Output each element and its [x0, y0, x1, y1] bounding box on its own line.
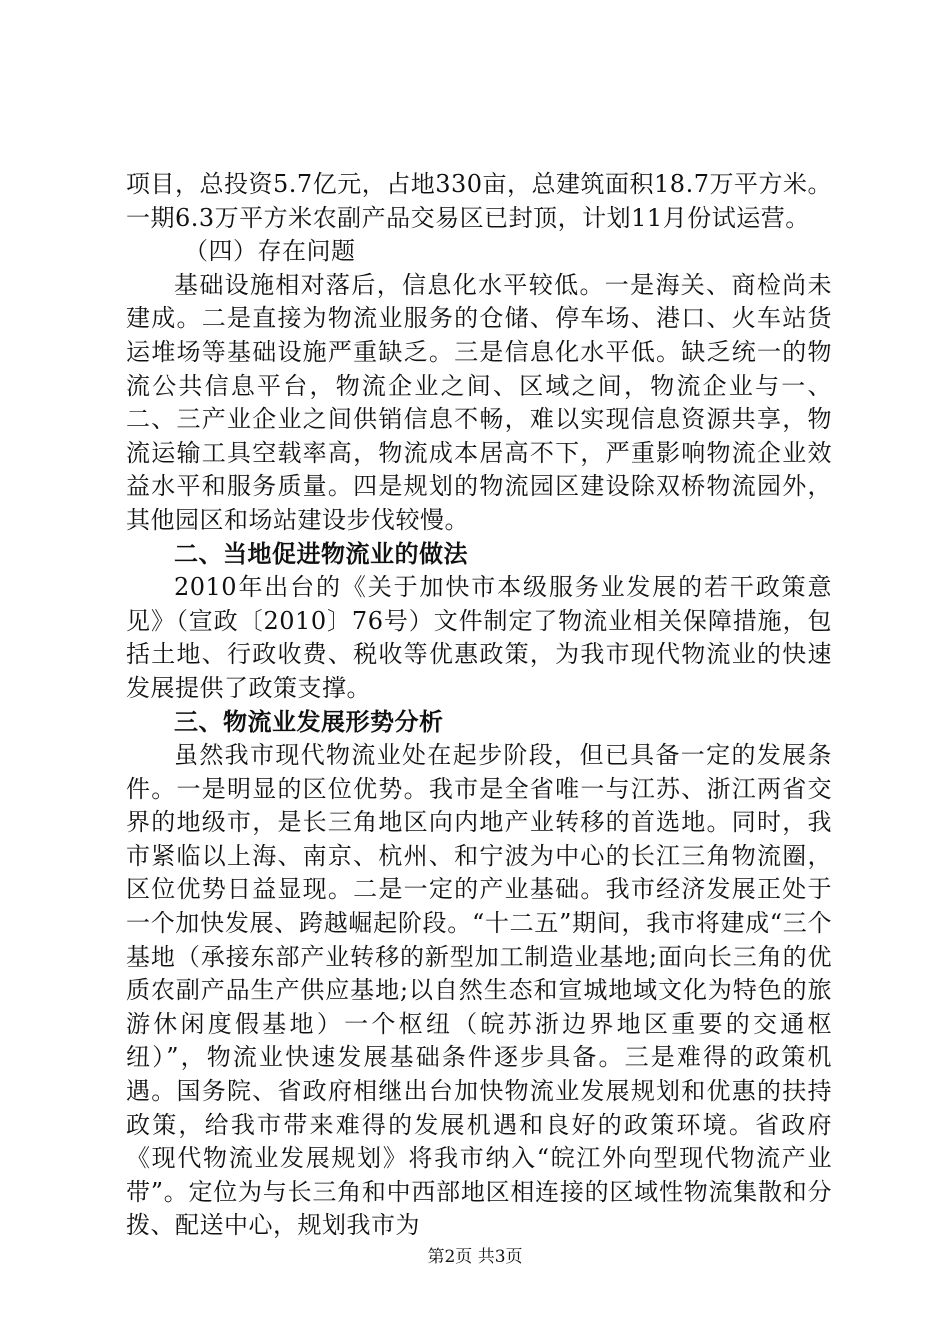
page-number-footer: 第2页 共3页: [427, 1247, 523, 1267]
paragraph-infrastructure-issues: 基础设施相对落后，信息化水平较低。一是海关、商检尚未建成。二是直接为物流业服务的仓储、停车场、港口、火车站货运堆场等基础设施严重缺乏。三是信息化水平低。缺乏统一的物流公共信息平台，物流企业之间、区域之间，物流企业与一、二、三产业企业之间供销信息不畅，难以实现信息资源共享，物流运输工具空载率高，物流成本居高不下，严重影响物流企业效益水平和服务质量。四是规划的物流园区建设除双桥物流园外，其他园区和场站建设步伐较慢。: [126, 270, 832, 534]
heading-trend-analysis: 三、物流业发展形势分析: [174, 707, 444, 736]
paragraph-project-investment: 项目，总投资5.7亿元，占地330亩，总建筑面积18.7万平方米。一期6.3万平方米农副产品交易区已封顶，计划11月份试运营。: [126, 170, 832, 232]
document-body: [126, 168, 832, 1243]
paragraph-policy-support: 2010年出台的《关于加快市本级服务业发展的若干政策意见》（宣政〔2010〕76号）文件制定了物流业相关保障措施，包括土地、行政收费、税收等优惠政策，为我市现代物流业的快速发展提供了政策支撑。: [126, 573, 832, 702]
subheading-existing-problems: （四）存在问题: [184, 237, 356, 266]
paragraph-development-conditions: 虽然我市现代物流业处在起步阶段，但已具备一定的发展条件。一是明显的区位优势。我市是全省唯一与江苏、浙江两省交界的地级市，是长三角地区向内地产业转移的首选地。同时，我市紧临以上海、南京、杭州、和宁波为中心的长江三角物流圈，区位优势日益显现。二是一定的产业基础。我市经济发展正处于一个加快发展、跨越崛起阶段。“十二五”期间，我市将建成“三个基地（承接东部产业转移的新型加工制造业基地;面向长三角的优质农副产品生产供应基地;以自然生态和宣城地域文化为特色的旅游休闲度假基地）一个枢纽（皖苏浙边界地区重要的交通枢纽）”，物流业快速发展基础条件逐步具备。三是难得的政策机遇。国务院、省政府相继出台加快物流业发展规划和优惠的扶持政策，给我市带来难得的发展机遇和良好的政策环境。省政府《现代物流业发展规划》将我市纳入“皖江外向型现代物流产业带”。定位为与长三角和中西部地区相连接的区域性物流集散和分拨、配送中心，规划我市为: [126, 741, 832, 1240]
heading-local-measures: 二、当地促进物流业的做法: [174, 539, 468, 568]
